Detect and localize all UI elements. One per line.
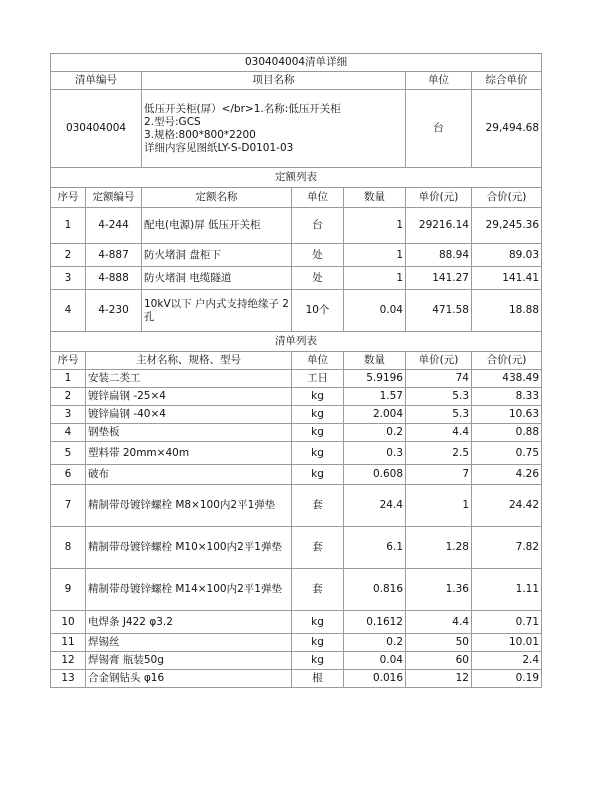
mat-no: 8 [51,527,86,569]
material-row [51,388,542,406]
mat-price: 7 [406,465,472,485]
quota-section-row [51,168,542,188]
quota-total: 89.03 [472,244,542,267]
mat-no: 10 [51,611,86,634]
mat-col-total: 合价(元) [472,352,542,370]
quota-no: 2 [51,244,86,267]
mat-unit: 套 [292,569,344,611]
material-row [51,406,542,424]
mat-unit: kg [292,406,344,424]
mat-total: 4.26 [472,465,542,485]
mat-total: 8.33 [472,388,542,406]
item-description [142,90,406,168]
quota-unit: 10个 [292,290,344,332]
mat-total: 24.42 [472,485,542,527]
mat-qty: 0.816 [344,569,406,611]
bill-detail-table [50,53,542,688]
quota-no: 3 [51,267,86,290]
quota-code: 4-230 [86,290,142,332]
mat-total: 1.11 [472,569,542,611]
code-header: 清单编号 [51,72,142,90]
quota-price: 29216.14 [406,208,472,244]
quota-col-name: 定额名称 [142,188,292,208]
mat-name: 焊锡丝 [86,634,292,652]
mat-price: 5.3 [406,406,472,424]
quota-unit: 处 [292,267,344,290]
mat-unit: kg [292,634,344,652]
mat-no: 12 [51,652,86,670]
material-row [51,424,542,442]
mat-total: 0.88 [472,424,542,442]
mat-qty: 0.016 [344,670,406,688]
mat-no: 5 [51,442,86,465]
quota-total: 141.41 [472,267,542,290]
item-header-row [51,72,542,90]
mat-unit: kg [292,611,344,634]
item-price: 29,494.68 [472,90,542,168]
mat-no: 13 [51,670,86,688]
mat-name: 安装二类工 [86,370,292,388]
mat-unit: 根 [292,670,344,688]
mat-price: 4.4 [406,611,472,634]
quota-name: 防火堵洞 电缆隧道 [142,267,292,290]
mat-price: 1 [406,485,472,527]
mat-qty: 24.4 [344,485,406,527]
mat-no: 7 [51,485,86,527]
mat-col-price: 单价(元) [406,352,472,370]
desc-line-3: 3.规格:800*800*2200 [144,128,256,141]
mat-unit: kg [292,442,344,465]
mat-name: 钢垫板 [86,424,292,442]
desc-line-1: 低压开关柜(屏）</br>1.名称:低压开关柜 [144,102,341,115]
quota-price: 141.27 [406,267,472,290]
mat-total: 10.01 [472,634,542,652]
mat-name: 破布 [86,465,292,485]
mat-name: 镀锌扁钢 -40×4 [86,406,292,424]
quota-row [51,208,542,244]
material-row [51,634,542,652]
quota-section-title: 定额列表 [51,168,542,188]
mat-name: 镀锌扁钢 -25×4 [86,388,292,406]
mat-price: 5.3 [406,388,472,406]
material-row [51,527,542,569]
quota-unit: 处 [292,244,344,267]
mat-unit: 套 [292,485,344,527]
mat-no: 4 [51,424,86,442]
mat-no: 2 [51,388,86,406]
quota-code: 4-244 [86,208,142,244]
mat-name: 塑料带 20mm×40m [86,442,292,465]
mat-qty: 0.2 [344,424,406,442]
quota-header-row [51,188,542,208]
mat-unit: kg [292,424,344,442]
quota-qty: 1 [344,208,406,244]
mat-unit: kg [292,465,344,485]
mat-qty: 2.004 [344,406,406,424]
desc-line-4: 详细内容见图纸LY-S-D0101-03 [144,141,294,154]
materials-section-title: 清单列表 [51,332,542,352]
quota-row [51,244,542,267]
mat-qty: 6.1 [344,527,406,569]
unit-header: 单位 [406,72,472,90]
material-row [51,652,542,670]
mat-no: 1 [51,370,86,388]
mat-no: 11 [51,634,86,652]
mat-col-no: 序号 [51,352,86,370]
mat-price: 74 [406,370,472,388]
quota-row [51,267,542,290]
mat-price: 1.36 [406,569,472,611]
mat-unit: kg [292,652,344,670]
quota-col-price: 单价(元) [406,188,472,208]
material-row [51,442,542,465]
item-row [51,90,542,168]
quota-total: 29,245.36 [472,208,542,244]
mat-price: 60 [406,652,472,670]
mat-unit: kg [292,388,344,406]
mat-price: 50 [406,634,472,652]
quota-code: 4-888 [86,267,142,290]
mat-col-qty: 数量 [344,352,406,370]
mat-unit: 套 [292,527,344,569]
quota-col-code: 定额编号 [86,188,142,208]
mat-name: 精制带母镀锌螺栓 M10×100内2平1弹垫 [86,527,292,569]
mat-total: 438.49 [472,370,542,388]
material-row [51,370,542,388]
materials-section-row [51,332,542,352]
quota-total: 18.88 [472,290,542,332]
table-title: 030404004清单详细 [51,54,542,72]
mat-no: 3 [51,406,86,424]
mat-unit: 工日 [292,370,344,388]
quota-price: 88.94 [406,244,472,267]
quota-name: 配电(电源)屏 低压开关柜 [142,208,292,244]
mat-qty: 0.608 [344,465,406,485]
quota-col-total: 合价(元) [472,188,542,208]
mat-no: 6 [51,465,86,485]
quota-col-no: 序号 [51,188,86,208]
material-row [51,485,542,527]
quota-row [51,290,542,332]
mat-price: 2.5 [406,442,472,465]
mat-col-name: 主材名称、规格、型号 [86,352,292,370]
mat-no: 9 [51,569,86,611]
material-row [51,569,542,611]
mat-total: 0.75 [472,442,542,465]
desc-line-2: 2.型号:GCS [144,115,201,128]
quota-col-unit: 单位 [292,188,344,208]
quota-code: 4-887 [86,244,142,267]
mat-total: 2.4 [472,652,542,670]
title-row [51,54,542,72]
material-row [51,465,542,485]
mat-total: 7.82 [472,527,542,569]
mat-price: 4.4 [406,424,472,442]
table-body [51,54,542,688]
mat-qty: 0.1612 [344,611,406,634]
mat-name: 电焊条 J422 φ3.2 [86,611,292,634]
mat-total: 10.63 [472,406,542,424]
mat-name: 焊锡膏 瓶装50g [86,652,292,670]
mat-name: 精制带母镀锌螺栓 M8×100内2平1弹垫 [86,485,292,527]
mat-total: 0.71 [472,611,542,634]
quota-qty: 1 [344,244,406,267]
item-unit: 台 [406,90,472,168]
quota-no: 1 [51,208,86,244]
quota-qty: 0.04 [344,290,406,332]
name-header: 项目名称 [142,72,406,90]
mat-price: 12 [406,670,472,688]
mat-name: 精制带母镀锌螺栓 M14×100内2平1弹垫 [86,569,292,611]
quota-unit: 台 [292,208,344,244]
quota-qty: 1 [344,267,406,290]
mat-price: 1.28 [406,527,472,569]
price-header: 综合单价 [472,72,542,90]
quota-no: 4 [51,290,86,332]
material-row [51,670,542,688]
mat-name: 合金钢钻头 φ16 [86,670,292,688]
item-code: 030404004 [51,90,142,168]
mat-total: 0.19 [472,670,542,688]
mat-qty: 0.04 [344,652,406,670]
materials-header-row [51,352,542,370]
mat-qty: 1.57 [344,388,406,406]
quota-col-qty: 数量 [344,188,406,208]
mat-col-unit: 单位 [292,352,344,370]
mat-qty: 5.9196 [344,370,406,388]
quota-price: 471.58 [406,290,472,332]
quota-name: 10kV以下 户内式支持绝缘子 2孔 [142,290,292,332]
material-row [51,611,542,634]
mat-qty: 0.3 [344,442,406,465]
mat-qty: 0.2 [344,634,406,652]
quota-name: 防火堵洞 盘柜下 [142,244,292,267]
